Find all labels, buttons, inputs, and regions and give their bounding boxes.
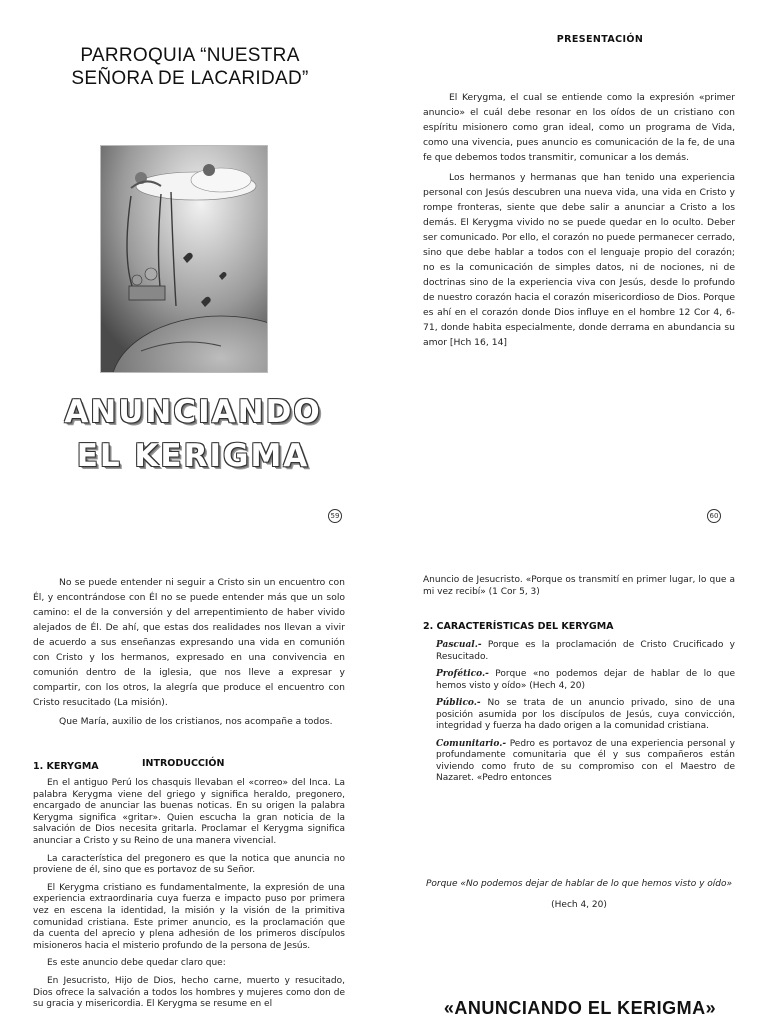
page-number-60: 60 bbox=[707, 509, 721, 523]
illustration-drawing bbox=[101, 146, 267, 372]
characteristic-publico bbox=[423, 698, 735, 733]
characteristic-pascual bbox=[423, 640, 735, 663]
characteristic-profetico bbox=[423, 669, 735, 692]
presentation-paragraph-2: Los hermanos y hermanas que han tenido una experiencia personal con Jesús descubren una nueva vida, una vida en Cristo y rompe fronteras, siente que debe salir a anunciar a Cristo a los demás. El Kerygma vivido no se puede quedar en lo oculto. Deber ser comunicado. Por ello, el corazón no puede permanecer cerrado, sino que debe hablar a todos con el lenguaje propio del corazón; no es la comunicación de simples datos, ni de nociones, ni de doctrinas sino de la experiencia viva con Jesús, desde lo profundo de nuestro corazón hacia el corazón misericordioso de Dios. Porque es ahí en el corazón donde Dios influye en el hombre 12 Cor 4, 6-71, donde habita especialmente, donde derrama en abundancia su amor [Hch 16, 14] bbox=[423, 172, 735, 348]
characteristic-term: Público.- bbox=[436, 698, 481, 708]
characteristic-comunitario bbox=[423, 739, 735, 785]
maria-paragraph: Que María, auxilio de los cristianos, nos acompañe a todos. bbox=[59, 716, 333, 727]
main-title-line-2: EL KERIGMA bbox=[76, 438, 310, 474]
characteristics-heading: 2. CARACTERÍSTICAS DEL KERYGMA bbox=[423, 621, 614, 632]
characteristic-text: Porque «no podemos dejar de hablar de lo que hemos visto y oído» (Hech 4, 20) bbox=[436, 669, 735, 691]
introduction-text bbox=[33, 778, 345, 1011]
introduction-heading: INTRODUCCIÓN bbox=[142, 758, 225, 769]
quote-block bbox=[423, 878, 735, 911]
intro-paragraph-3: El Kerygma cristiano es fundamentalmente, la expresión de una experiencia extraordinaria cuya fuerza e impacto puso por primera vez en escena la identidad, la misión y la visión de la primitiva comunidad cristiana. Este primer anuncio, es la proclamación que da cuenta del aprecio y plena adhesión de los primeros discípulos misioneros hacia el misterio profundo de la persona de Jesús. bbox=[33, 882, 345, 951]
quote-reference: (Hech 4, 20) bbox=[551, 900, 607, 910]
intro-paragraph-5: En Jesucristo, Hijo de Dios, hecho carne, muerto y resucitado, Dios ofrece la salvación a todos los hombres y mujeres como don de su gracia y misericordia. El Kerygma se resume en el bbox=[33, 975, 345, 1010]
characteristic-term: Pascual.- bbox=[436, 640, 482, 650]
intro-paragraph-4: Es este anuncio debe quedar claro que: bbox=[47, 958, 226, 969]
section-kerygma-label: 1. KERYGMA bbox=[33, 761, 99, 772]
presentation-heading: PRESENTACIÓN bbox=[556, 34, 644, 45]
presentation-paragraph-1: El Kerygma, el cual se entiende como la expresión «primer anuncio» el cuál debe resonar en los oídos de un cristiano con espíritu misionero como gran ideal, como un programa de Vida, como una vivencia, pues anuncio es comunicación de la fe, de una fe que debemos todos transmitir, comunicar a los demás. bbox=[423, 92, 735, 163]
parish-title: PARROQUIA “NUESTRA SEÑORA DE LACARIDAD” bbox=[71, 45, 309, 89]
jesucristo-intro bbox=[423, 575, 735, 598]
main-title bbox=[40, 390, 346, 478]
jesucristo-text: Anuncio de Jesucristo. «Porque os transmití en primer lugar, lo que a mi vez recibí» (1 Cor 5, 3) bbox=[423, 575, 735, 597]
kerygma-illustration bbox=[100, 145, 268, 373]
characteristic-text: Porque es la proclamación de Cristo Crucificado y Resucitado. bbox=[436, 640, 735, 662]
intro-paragraph-2: La característica del pregonero es que la notica que anuncia no proviene de él, sino que es portavoz de su Señor. bbox=[33, 853, 345, 876]
characteristic-text: Pedro es portavoz de una experiencia personal y profundamente comunitaria que él y sus compañeros están viviendo como fruto de su compromiso con el Maestro de Nazaret. «Pedro entonces bbox=[436, 738, 735, 783]
characteristics-list bbox=[423, 640, 735, 791]
page-number-59: 59 bbox=[328, 509, 342, 523]
main-title-line-1: ANUNCIANDO bbox=[64, 394, 322, 430]
presentation-text bbox=[423, 90, 735, 350]
quote-text: Porque «No podemos dejar de hablar de lo que hemos visto y oído» bbox=[425, 879, 733, 889]
characteristic-term: Comunitario.- bbox=[436, 738, 507, 749]
characteristic-term: Profético.- bbox=[436, 669, 489, 679]
conversion-paragraph: No se puede entender ni seguir a Cristo sin un encuentro con Él, y encontrándose con Él no se puede entender más que un solo camino: el de la conversión y del arrepentimiento de haber vivido alejados de Él. De ahí, que estas dos realidades nos llevan a vivir de acuerdo a sus enseñanzas expresando una vida en comunión con Cristo y los hermanos, expresado en una convivencia en comunión dentro de la iglesia, que nos lleve a expresar y compartir, con los otros, la alegría que produce el encuentro con Cristo resucitado (La misión). bbox=[33, 577, 345, 708]
closing-title: «ANUNCIANDO EL KERIGMA» bbox=[443, 998, 717, 1018]
intro-paragraph-1: En el antiguo Perú los chasquis llevaban el «correo» del Inca. La palabra Kerygma viene del griego y significa heraldo, pregonero, encargado de anunciar las buenas noticas. En su origen la palabra Kerygma significa «gritar». Quien escucha la gran noticia de la salvación de Dios necesita gritarla. Proclamar el Kerygma significa anunciar a Cristo y su Reino de una manera vivencial. bbox=[33, 778, 345, 846]
conversion-text bbox=[33, 575, 345, 729]
characteristic-text: No se trata de un anuncio privado, sino de una posición asumida por los discípulos de Jesús, cuya convicción, integridad y fuerza ha dado origen a la comunidad cristiana. bbox=[436, 698, 735, 731]
